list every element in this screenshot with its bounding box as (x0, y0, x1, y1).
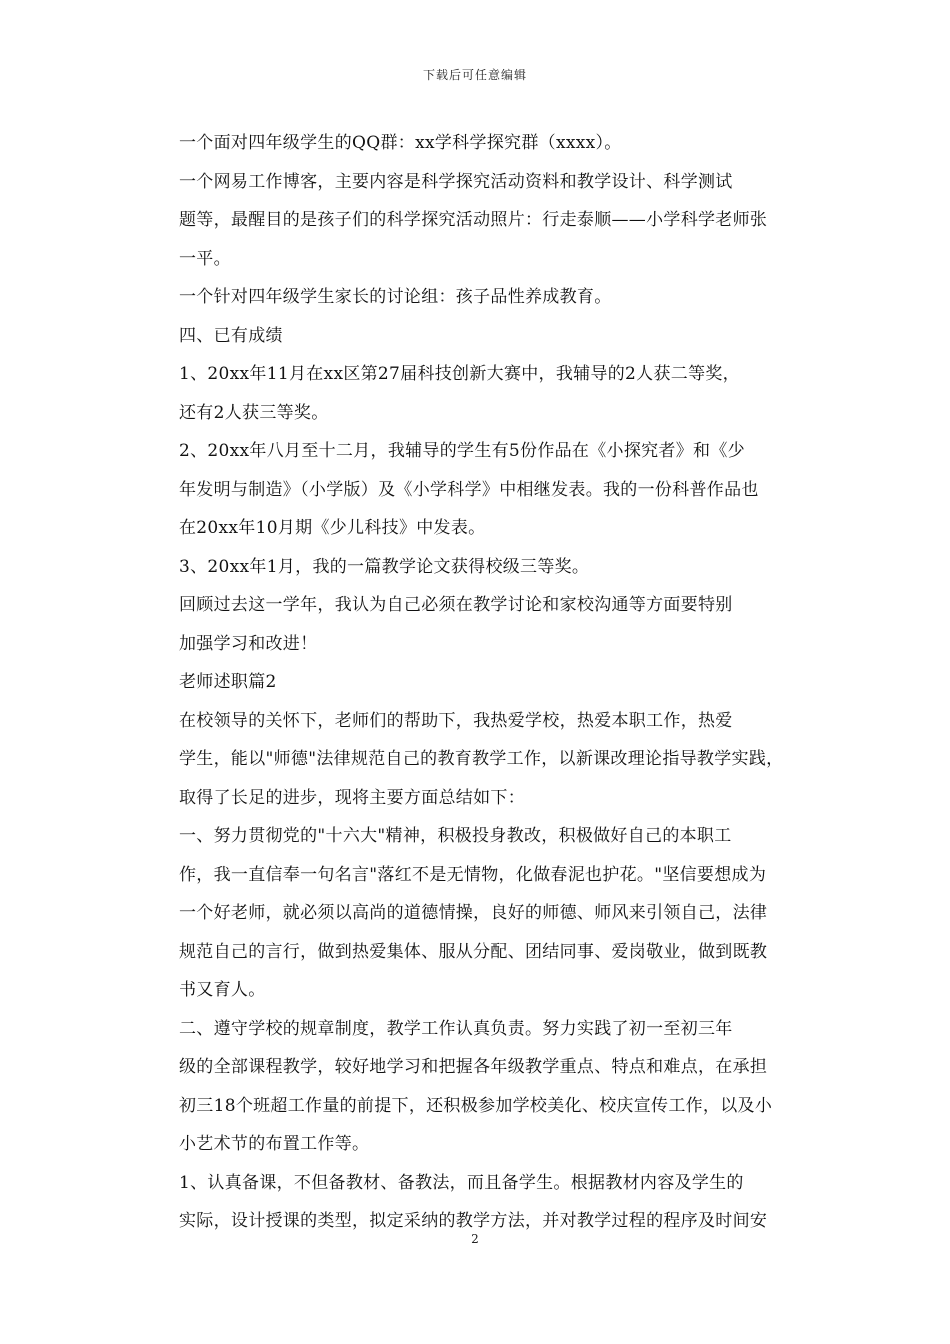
text-line: 四、已有成绩 (179, 325, 283, 346)
text-line: 取得了长足的进步，现将主要方面总结如下： (179, 787, 525, 808)
paragraph-achievement-1 (145, 355, 817, 432)
paragraph-lesson-prep (145, 1164, 817, 1241)
document-body (145, 124, 817, 1241)
text-line: 一个好老师，就必须以高尚的道德情操，良好的师德、师风来引领自己，法律 (179, 903, 768, 923)
text-line: 一个针对四年级学生家长的讨论组：孩子品性养成教育。 (179, 287, 612, 307)
text-line: 题等，最醒目的是孩子们的科学探究活动照片：行走泰顺——小学科学老师张 (179, 210, 768, 230)
paragraph-achievement-2 (145, 432, 817, 548)
section-heading-achievements (145, 317, 817, 356)
paragraph-review (145, 586, 817, 663)
paragraph-point-2 (145, 1010, 817, 1164)
text-line: 3、20xx年1月，我的一篇教学论文获得校级三等奖。 (179, 556, 590, 577)
paragraph-intro (145, 702, 817, 818)
text-line: 初三18个班超工作量的前提下，还积极参加学校美化、校庆宣传工作，以及小 (179, 1095, 773, 1116)
page-number: 2 (471, 1232, 479, 1246)
text-line: 学生，能以"师德"法律规范自己的教育教学工作，以新课改理论指导教学实践， (179, 749, 784, 769)
paragraph-qq-group (145, 124, 817, 163)
text-line: 1、20xx年11月在xx区第27届科技创新大赛中，我辅导的2人获二等奖， (179, 364, 740, 384)
text-line: 规范自己的言行，做到热爱集体、服从分配、团结同事、爱岗敬业，做到既教 (179, 941, 768, 962)
text-line: 小艺术节的布置工作等。 (179, 1134, 370, 1154)
text-line: 老师述职篇2 (179, 672, 277, 692)
text-line: 一个面对四年级学生的QQ群：xx学科学探究群（xxxx）。 (179, 133, 622, 153)
text-line: 在20xx年10月期《少儿科技》中发表。 (179, 518, 486, 538)
text-line: 一平。 (179, 248, 231, 269)
text-line: 2、20xx年八月至十二月，我辅导的学生有5份作品在《小探究者》和《少 (179, 441, 745, 461)
section-title-report-2 (145, 663, 817, 702)
text-line: 书又育人。 (179, 980, 266, 1000)
page-header: 下载后可任意编辑 (422, 68, 527, 82)
text-line: 作，我一直信奉一句名言"落红不是无情物，化做春泥也护花。"坚信要想成为 (179, 864, 767, 885)
text-line: 一、努力贯彻党的"十六大"精神，积极投身教改，积极做好自己的本职工 (179, 826, 732, 846)
paragraph-point-1 (145, 817, 817, 1010)
paragraph-achievement-3 (145, 548, 817, 587)
text-line: 级的全部课程教学，较好地学习和把握各年级教学重点、特点和难点，在承担 (179, 1057, 768, 1077)
text-line: 还有2人获三等奖。 (179, 402, 329, 423)
text-line: 二、遵守学校的规章制度，教学工作认真负责。努力实践了初一至初三年 (179, 1018, 733, 1039)
paragraph-blog (145, 163, 817, 279)
text-line: 在校领导的关怀下，老师们的帮助下，我热爱学校，热爱本职工作，热爱 (179, 710, 733, 731)
text-line: 加强学习和改进！ (179, 633, 318, 654)
text-line: 一个网易工作博客，主要内容是科学探究活动资料和教学设计、科学测试 (179, 171, 733, 192)
text-line: 回顾过去这一学年，我认为自己必须在教学讨论和家校沟通等方面要特别 (179, 595, 733, 615)
text-line: 1、认真备课，不但备教材、备教法，而且备学生。根据教材内容及学生的 (179, 1172, 744, 1193)
text-line: 实际，设计授课的类型，拟定采纳的教学方法，并对教学过程的程序及时间安 (179, 1211, 768, 1231)
paragraph-discussion-group (145, 278, 817, 317)
text-line: 年发明与制造》（小学版）及《小学科学》中相继发表。我的一份科普作品也 (179, 479, 759, 500)
